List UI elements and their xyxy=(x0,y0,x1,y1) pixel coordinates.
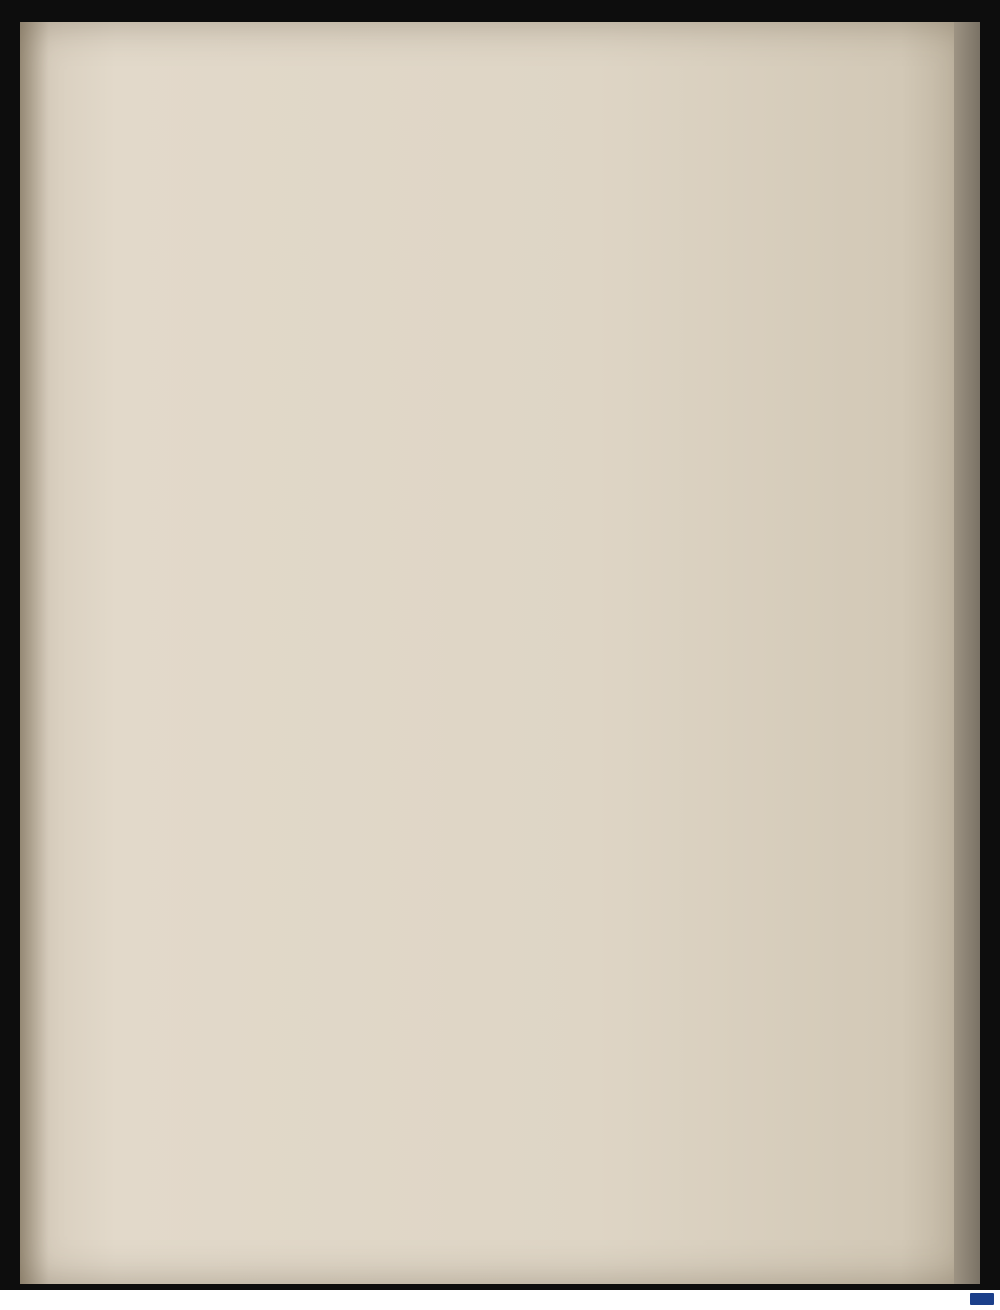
dfg-logo xyxy=(970,1293,994,1305)
page-edge xyxy=(954,22,980,1284)
footer-bar xyxy=(0,1290,1000,1310)
page-paper xyxy=(20,22,978,1284)
main-text-block xyxy=(72,92,792,100)
